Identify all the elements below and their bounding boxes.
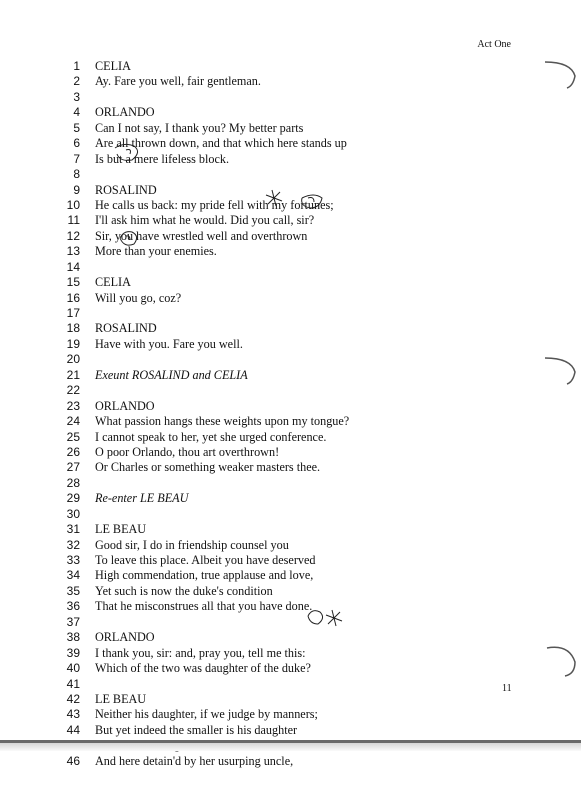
script-line — [58, 414, 518, 429]
line-number: 7 — [73, 151, 80, 166]
script-line — [58, 368, 518, 383]
line-number: 18 — [66, 321, 80, 336]
script-line — [58, 291, 518, 306]
line-text: What passion hangs these weights upon my tongue? — [95, 414, 350, 429]
line-text: More than your enemies. — [95, 244, 217, 259]
script-line — [58, 352, 518, 367]
script-line — [58, 90, 518, 105]
handwritten-star-circle-mark-line-43 — [304, 606, 346, 632]
line-number: 17 — [66, 306, 80, 320]
line-number: 24 — [66, 414, 80, 429]
line-number: 12 — [66, 228, 80, 243]
script-line — [58, 630, 518, 645]
stage-direction: Re-enter LE BEAU — [95, 491, 189, 506]
line-number: 8 — [73, 167, 80, 182]
line-number: 28 — [66, 475, 80, 490]
line-number: 44 — [66, 722, 80, 737]
line-text: And here detain'd by her usurping uncle, — [95, 753, 294, 768]
line-text: But yet indeed the smaller is his daughter — [95, 722, 298, 737]
script-line — [58, 707, 518, 722]
line-number: 16 — [66, 290, 80, 305]
line-number: 43 — [66, 707, 80, 722]
line-number: 22 — [66, 383, 80, 398]
line-text: I cannot speak to her, yet she urged conference. — [95, 429, 327, 444]
line-text: Good sir, I do in friendship counsel you — [95, 537, 289, 552]
binder-hole-mark-bottom — [541, 640, 581, 680]
line-number: 42 — [66, 691, 80, 706]
script-line — [58, 553, 518, 568]
line-text: I'll ask him what he would. Did you call, sir? — [95, 213, 315, 228]
line-number: 35 — [66, 583, 80, 598]
handwritten-circle-mark-line-8 — [112, 140, 152, 166]
script-line — [58, 646, 518, 661]
script-line — [58, 59, 518, 74]
script-line — [58, 507, 518, 522]
script-line — [58, 321, 518, 336]
line-text: I thank you, sir: and, pray you, tell me this: — [95, 645, 306, 660]
script-line — [58, 74, 518, 89]
script-line — [58, 105, 518, 120]
script-line — [58, 677, 518, 692]
line-text: Are all thrown down, and that which here stands up — [95, 136, 347, 151]
script-line — [58, 615, 518, 630]
script-line — [58, 754, 518, 769]
line-number: 27 — [66, 460, 80, 475]
script-line — [58, 445, 518, 460]
script-line — [58, 460, 518, 475]
line-text: Ay. Fare you well, fair gentleman. — [95, 74, 261, 89]
line-number: 39 — [66, 645, 80, 660]
line-number: 3 — [73, 89, 80, 104]
line-number: 37 — [66, 614, 80, 629]
line-text: CELIA — [95, 275, 131, 290]
script-line — [58, 661, 518, 676]
line-number: 30 — [66, 506, 80, 521]
line-number: 26 — [66, 444, 80, 459]
line-text: Or Charles or something weaker masters thee. — [95, 460, 321, 475]
binder-hole-mark-top — [541, 56, 581, 90]
line-number: 20 — [66, 352, 80, 367]
line-text: Sir, you have wrestled well and overthrown — [95, 228, 308, 243]
line-number: 2 — [73, 74, 80, 89]
script-line — [58, 584, 518, 599]
line-number: 36 — [66, 599, 80, 614]
page-number: 11 — [502, 683, 512, 694]
script-line — [58, 568, 518, 583]
line-text: Neither his daughter, if we judge by manners; — [95, 707, 318, 722]
line-number: 29 — [66, 491, 80, 506]
line-number: 31 — [66, 522, 80, 537]
script-line — [58, 337, 518, 352]
script-line — [58, 599, 518, 614]
line-text: High commendation, true applause and love, — [95, 568, 314, 583]
line-number: 46 — [66, 753, 80, 768]
line-number: 41 — [66, 676, 80, 691]
line-number: 6 — [73, 136, 80, 151]
script-line — [58, 121, 518, 136]
script-line — [58, 692, 518, 707]
line-text: That he misconstrues all that you have done. — [95, 599, 313, 614]
handwritten-circle-mark-line-14 — [114, 228, 144, 250]
line-text: He calls us back: my pride fell with my fortunes; — [95, 197, 334, 212]
script-line — [58, 260, 518, 275]
line-number: 9 — [73, 182, 80, 197]
line-number: 11 — [67, 213, 80, 228]
line-text: ROSALIND — [95, 182, 157, 197]
line-text: ORLANDO — [95, 630, 155, 645]
script-line — [58, 167, 518, 182]
line-text: Have with you. Fare you well. — [95, 336, 243, 351]
line-number: 21 — [66, 367, 80, 382]
line-number: 10 — [66, 197, 80, 212]
line-text: Can I not say, I thank you? My better parts — [95, 120, 304, 135]
script-line — [58, 275, 518, 290]
script-line — [58, 383, 518, 398]
script-line — [58, 522, 518, 537]
line-text: To leave this place. Albeit you have deserved — [95, 553, 316, 567]
line-text: CELIA — [95, 59, 131, 73]
stage-direction: Exeunt ROSALIND and CELIA — [95, 367, 248, 382]
line-text: ORLANDO — [95, 398, 155, 413]
line-number: 38 — [66, 630, 80, 645]
line-text: Is but a mere lifeless block. — [95, 151, 230, 166]
page-header: Act One — [477, 39, 511, 50]
script-line — [58, 491, 518, 506]
line-number: 15 — [66, 275, 80, 290]
script-line — [58, 723, 518, 738]
line-number: 23 — [66, 398, 80, 413]
script-line — [58, 306, 518, 321]
script-line — [58, 476, 518, 491]
line-text: O poor Orlando, thou art overthrown! — [95, 444, 280, 459]
line-number: 25 — [66, 429, 80, 444]
line-text: ROSALIND — [95, 321, 157, 336]
line-number: 1 — [73, 59, 80, 73]
line-number: 14 — [66, 259, 80, 274]
line-number: 32 — [66, 537, 80, 552]
line-number: 13 — [66, 244, 80, 259]
line-text: Yet such is now the duke's condition — [95, 583, 273, 598]
binder-hole-mark-middle — [541, 352, 581, 386]
line-text: LE BEAU — [95, 691, 147, 706]
line-number: 34 — [66, 568, 80, 583]
line-text: Will you go, coz? — [95, 290, 182, 305]
line-text: Which of the two was daughter of the duke? — [95, 661, 311, 676]
line-text: ORLANDO — [95, 105, 155, 120]
script-line — [58, 538, 518, 553]
script-line — [58, 430, 518, 445]
line-number: 4 — [73, 105, 80, 120]
line-number: 19 — [66, 336, 80, 351]
handwritten-star-circle-mark-line-11 — [258, 186, 328, 216]
scan-bottom-shadow — [0, 743, 581, 751]
line-number: 33 — [66, 553, 80, 567]
line-text: LE BEAU — [95, 522, 147, 537]
script-line — [58, 399, 518, 414]
line-number: 40 — [66, 661, 80, 676]
line-number: 5 — [73, 120, 80, 135]
